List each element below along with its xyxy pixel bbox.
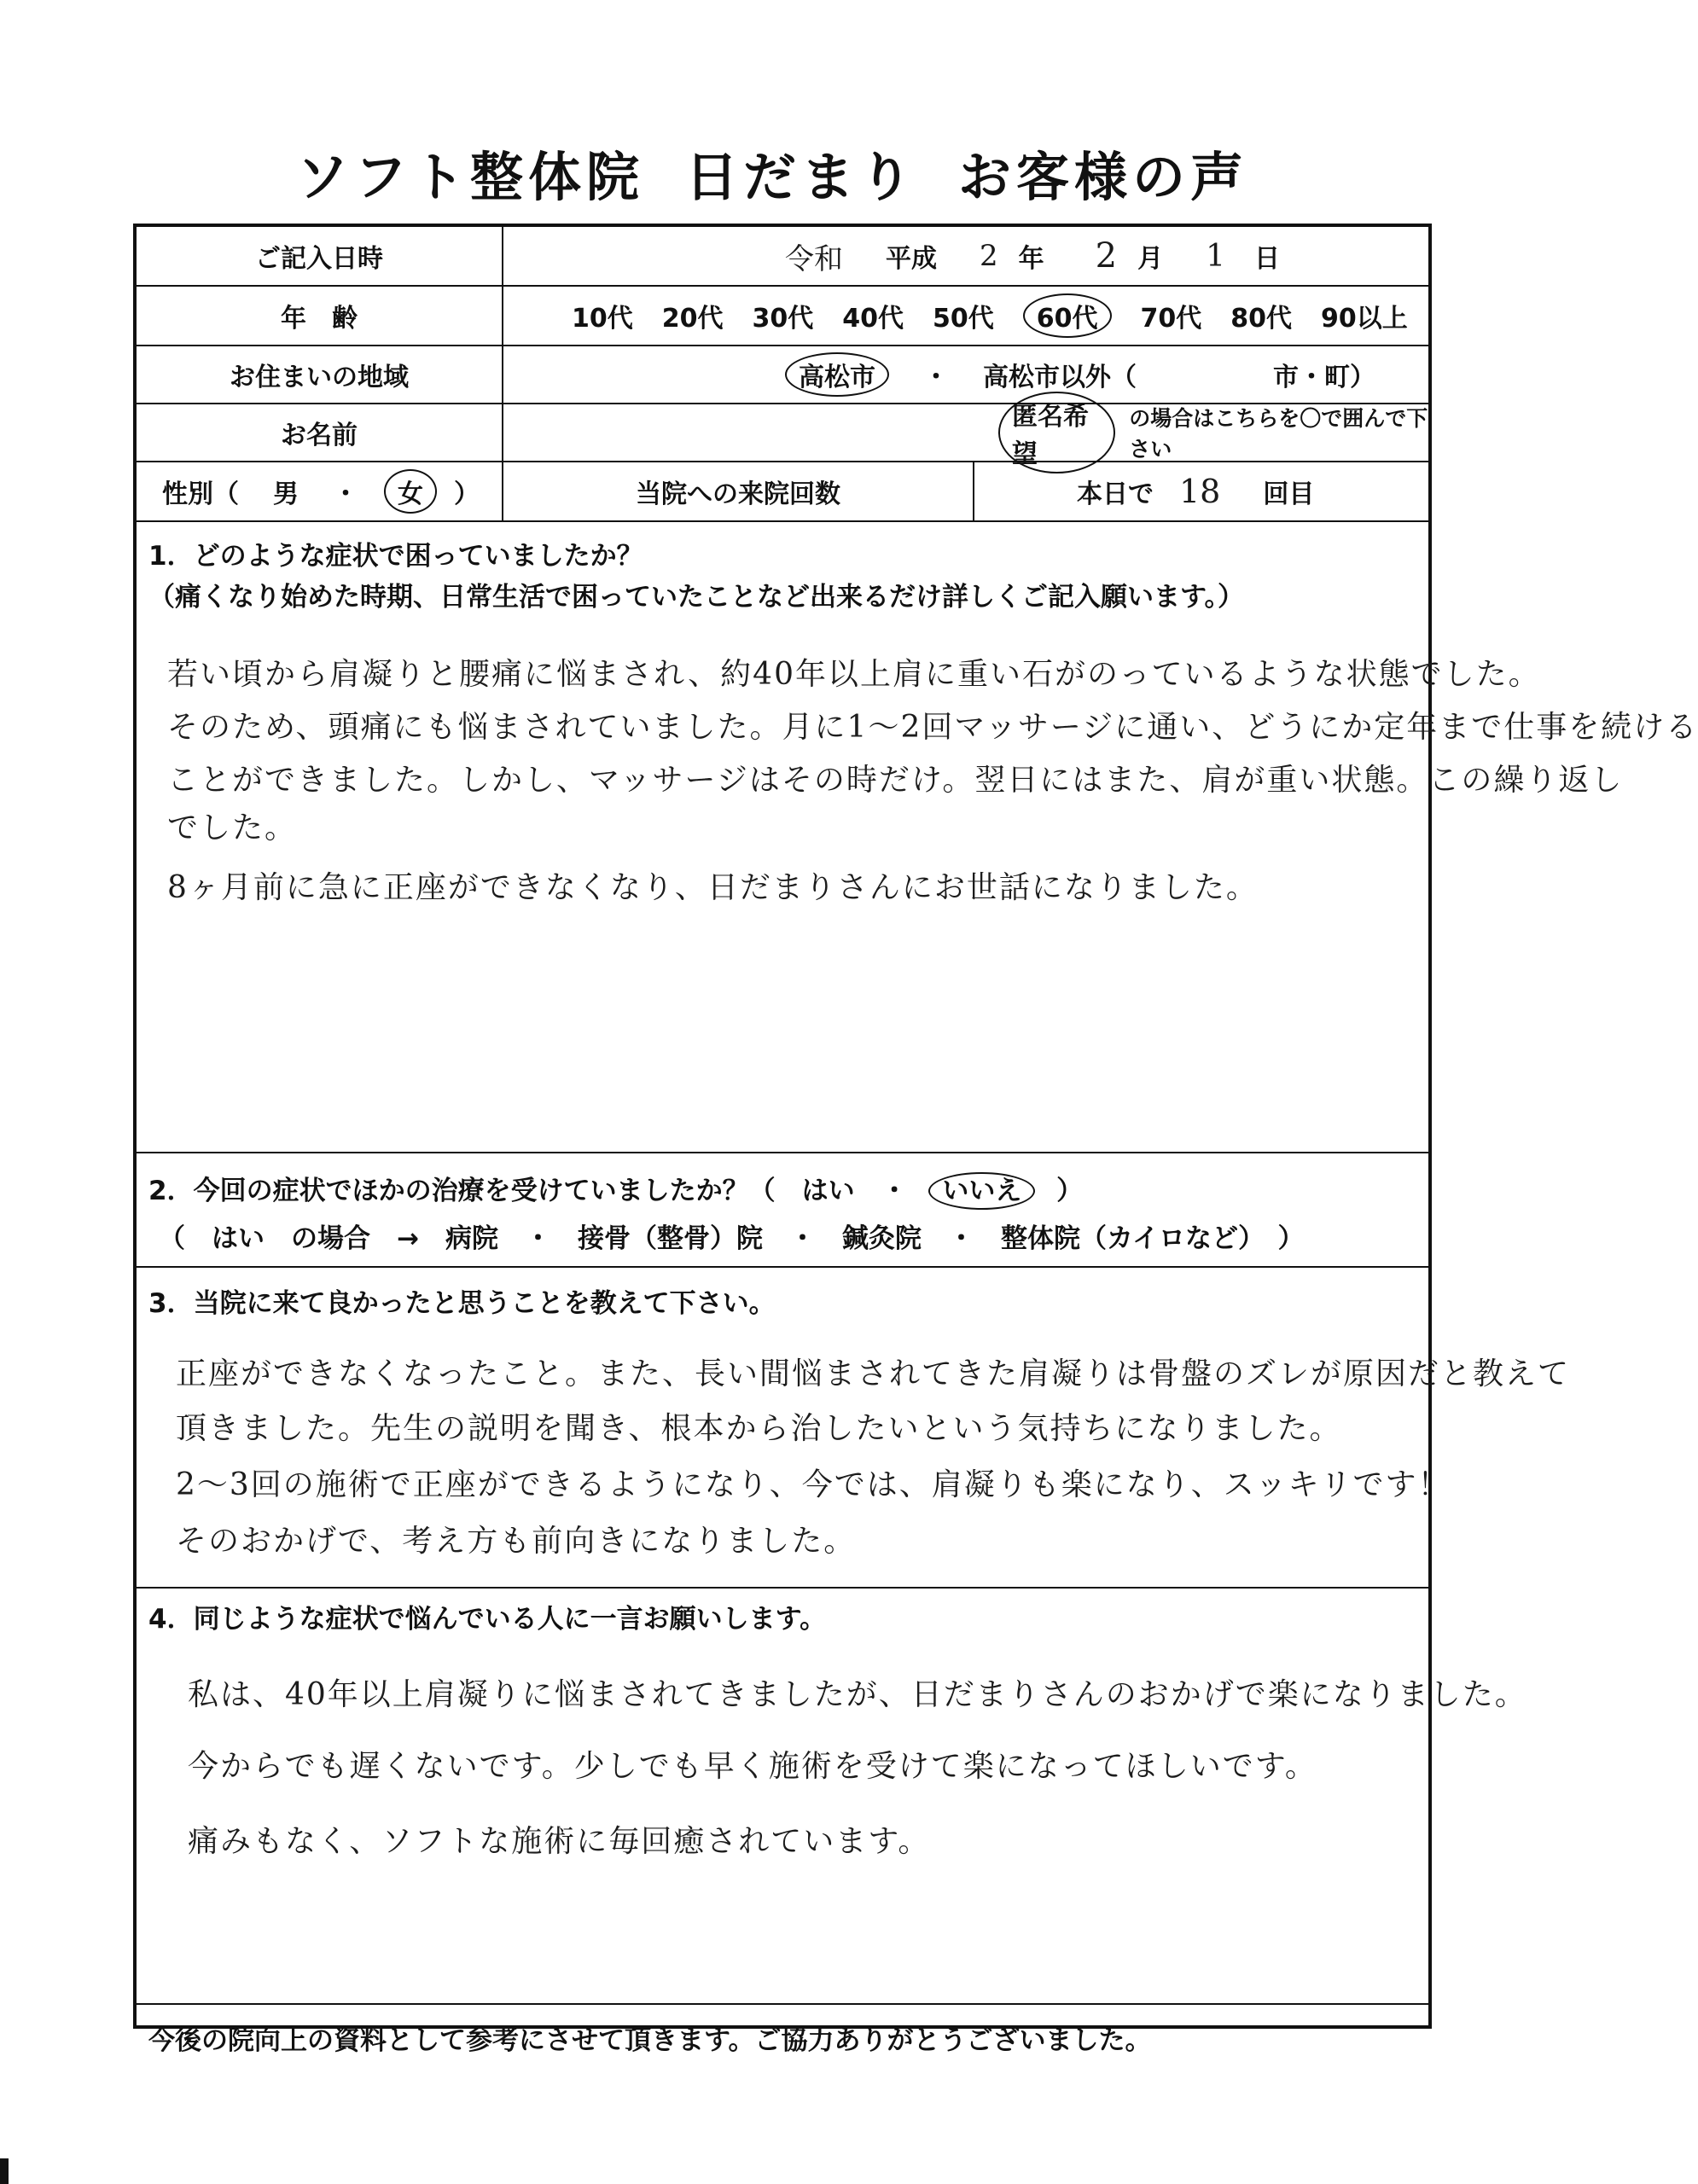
age-option: 40代 xyxy=(842,304,904,334)
answer-1-line: そのため、頭痛にも悩まされていました。月に1～2回マッサージに通い、どうにか定年まで仕事を続ける xyxy=(167,710,1698,745)
gender-field xyxy=(137,462,503,520)
answer-3-line: 正座ができなくなったこと。また、長い間悩まされてきた肩凝りは骨盤のズレが原因だと教えて xyxy=(176,1356,1571,1391)
age-option: 80代 xyxy=(1230,304,1292,334)
question-2-close: ） xyxy=(1056,1176,1084,1206)
age-option: 30代 xyxy=(752,304,814,334)
area-separator: ・ xyxy=(923,363,949,392)
answer-1-line: ことができました。しかし、マッサージはその時だけ。翌日にはまた、肩が重い状態。この繰り返し xyxy=(167,763,1624,798)
gender-visits-row xyxy=(137,462,1428,522)
survey-form xyxy=(133,224,1698,2056)
answer-2-no-selected: いいえ xyxy=(928,1172,1035,1210)
visits-label: 当院への来院回数 xyxy=(503,462,974,520)
question-2-title xyxy=(148,1169,1083,1207)
area-takamatsu-selected: 高松市 xyxy=(785,352,889,397)
question-1-title: 1．どのような症状で困っていましたか？ xyxy=(148,541,643,572)
area-value xyxy=(503,346,1428,403)
age-label: 年 齢 xyxy=(137,287,503,345)
name-label: お名前 xyxy=(137,404,503,461)
gender-label-close: ） xyxy=(454,479,480,509)
age-option: 50代 xyxy=(933,304,994,334)
title-clinic-name: 日だまり xyxy=(684,146,917,208)
question-3-section xyxy=(137,1268,1571,1589)
age-option: 70代 xyxy=(1140,304,1202,334)
question-3-title: 3．当院に来て良かったと思うことを教えて下さい。 xyxy=(148,1288,776,1319)
date-year: 2 xyxy=(980,239,998,273)
visits-value xyxy=(974,462,1428,520)
answer-3-line: 2～3回の施術で正座ができるようになり、今では、肩凝りも楽になり、スッキリです！ xyxy=(176,1467,1451,1502)
age-option: 10代 xyxy=(572,304,633,334)
question-2-section xyxy=(137,1153,1428,1268)
name-row xyxy=(137,402,1428,469)
name-value xyxy=(503,402,1428,469)
anonymous-option: 匿名希望 xyxy=(998,392,1115,473)
area-row xyxy=(137,346,1428,404)
visits-today-label: 本日で xyxy=(1077,479,1154,509)
age-option: 90以上 xyxy=(1321,304,1408,334)
date-row xyxy=(137,227,1428,287)
footer-note: 今後の院向上の資料として参考にさせて頂きます。ご協力ありがとうございました。 xyxy=(148,2025,1152,2056)
age-row xyxy=(137,287,1428,346)
date-value xyxy=(503,227,1428,285)
area-suffix: 市・町） xyxy=(1273,363,1375,392)
gender-label-open: 性別（ xyxy=(162,479,239,509)
answer-1-line: 若い頃から肩凝りと腰痛に悩まされ、約40年以上肩に重い石がのっているような状態でした。 xyxy=(167,657,1541,692)
question-4-section xyxy=(137,1589,1527,2005)
visits-count: 18 xyxy=(1179,473,1221,510)
answer-4-line: 今からでも遅くないです。少しでも早く施術を受けて楽になってほしいです。 xyxy=(188,1749,1317,1784)
era-reiwa: 令和 xyxy=(785,241,843,276)
date-day-unit: 日 xyxy=(1254,244,1280,274)
answer-4-line: 痛みもなく、ソフトな施術に毎回癒されています。 xyxy=(188,1824,931,1859)
area-label: お住まいの地域 xyxy=(137,346,503,403)
gender-male: 男 xyxy=(273,479,299,509)
scan-edge-mark xyxy=(0,2158,9,2184)
question-2-text: 2．今回の症状でほかの治療を受けていましたか？（ はい ・ xyxy=(148,1176,908,1206)
date-day: 1 xyxy=(1206,238,1225,274)
age-option-selected: 60代 xyxy=(1023,293,1112,338)
answer-4-line: 私は、40年以上肩凝りに悩まされてきましたが、日だまりさんのおかげで楽になりました。 xyxy=(188,1677,1527,1712)
gender-female-selected: 女 xyxy=(384,469,437,514)
age-option: 20代 xyxy=(661,304,724,334)
date-month: 2 xyxy=(1095,236,1118,276)
date-year-unit: 年 xyxy=(1018,244,1044,274)
date-label: ご記入日時 xyxy=(137,227,503,285)
answer-1-line: 8ヶ月前に急に正座ができなくなり、日だまりさんにお世話になりました。 xyxy=(167,870,1259,905)
title-voice: お客様の声 xyxy=(958,146,1249,208)
answer-1-line: でした。 xyxy=(167,810,298,845)
page-title xyxy=(0,135,1544,211)
age-options xyxy=(503,287,1428,345)
question-2-subtitle: （ はい の場合 → 病院 ・ 接骨（整骨）院 ・ 鍼灸院 ・ 整体院（カイロなど） ） xyxy=(159,1223,1305,1254)
visits-unit: 回目 xyxy=(1263,479,1315,509)
era-heisei: 平成 xyxy=(886,244,937,274)
date-month-unit: 月 xyxy=(1137,244,1164,274)
question-1-subtitle: （痛くなり始めた時期、日常生活で困っていたことなど出来るだけ詳しくご記入願います。） xyxy=(148,582,1245,613)
anonymous-note: の場合はこちらを〇で囲んで下さい xyxy=(1129,406,1428,462)
answer-3-line: そのおかげで、考え方も前向きになりました。 xyxy=(176,1524,857,1559)
question-4-title: 4．同じような症状で悩んでいる人に一言お願いします。 xyxy=(148,1604,827,1635)
question-1-section xyxy=(137,522,1698,1153)
gender-separator: ・ xyxy=(333,479,358,509)
title-clinic-type: ソフト整体院 xyxy=(295,146,644,208)
area-other: 高松市以外（ xyxy=(983,363,1137,392)
answer-3-line: 頂きました。先生の説明を聞き、根本から治したいという気持ちになりました。 xyxy=(176,1411,1342,1446)
